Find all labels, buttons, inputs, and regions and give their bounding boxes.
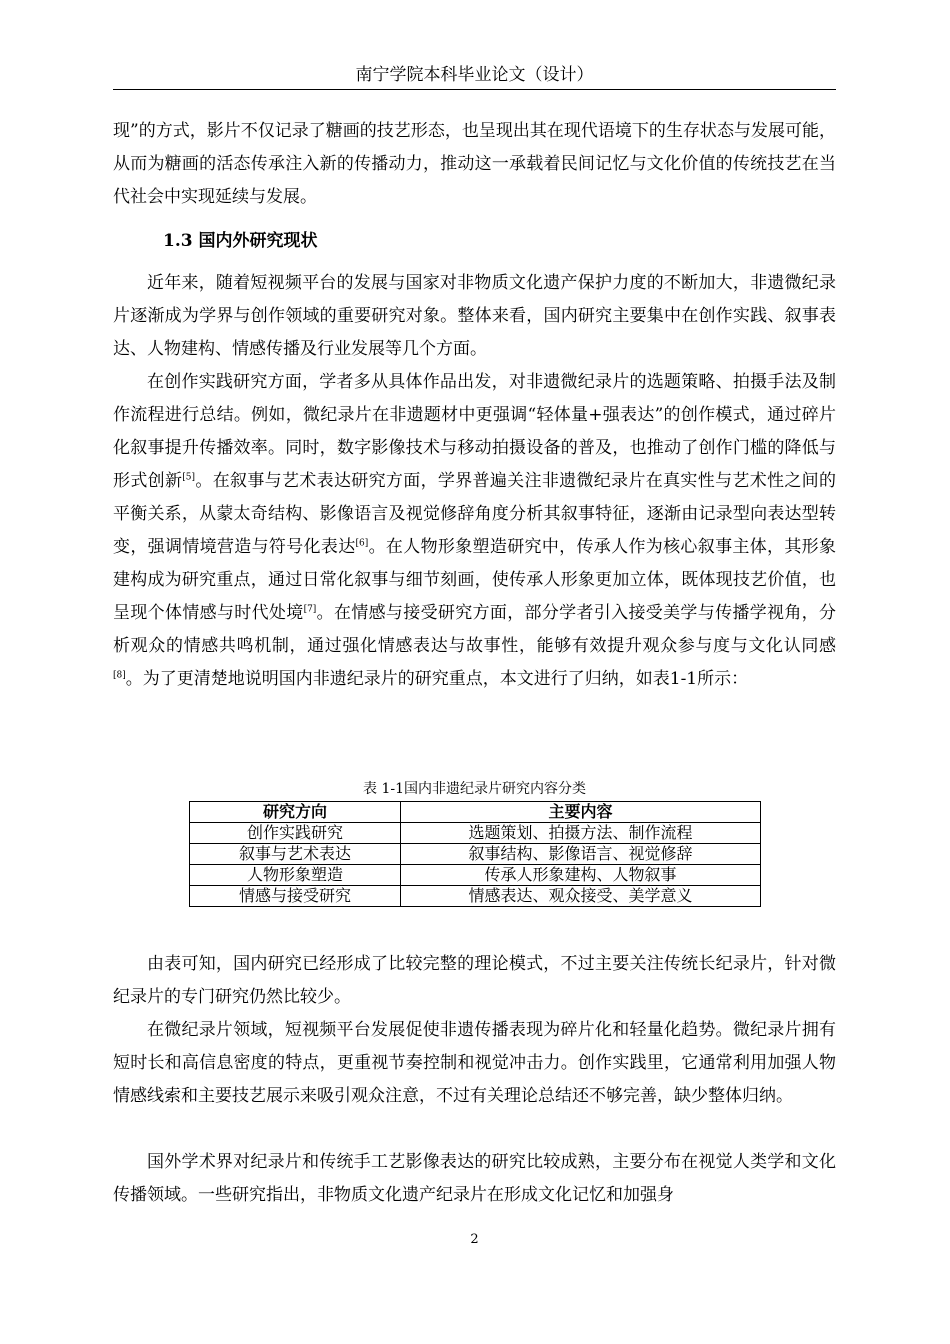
table-cell: 叙事与艺术表达 <box>190 844 401 865</box>
paragraph-5: 在微纪录片领域，短视频平台发展促使非遗传播表现为碎片化和轻量化趋势。微纪录片拥有短时长和高信息密度的特点，更重视节奏控制和视觉冲击力。创作实践里，它通常利用加强人物情感线索和主要技艺展示来吸引观众注意，不过有关理论总结还不够完善，缺少整体归纳。 <box>113 1020 836 1106</box>
table-header-row <box>190 802 761 823</box>
table-row <box>190 886 761 907</box>
table-cell: 情感与接受研究 <box>190 886 401 907</box>
paragraph-3 <box>113 366 836 696</box>
citation-8: [8] <box>113 670 126 681</box>
table-cell: 情感表达、观众接受、美学意义 <box>401 886 761 907</box>
paragraph-3-text-b: 。在叙事与艺术表达研究方面，学界普遍关注非遗微纪录片在真实性与艺术性之间的平衡关系，从蒙太奇结构、影像语言及视觉修辞角度分析其叙事特征，逐渐由记录型向表达型转变，强调情境营造与符号化表达 <box>113 471 837 557</box>
paragraph-3-text-a: 在创作实践研究方面，学者多从具体作品出发，对非遗微纪录片的选题策略、拍摄手法及制作流程进行总结。例如，微纪录片在非遗题材中更强调“轻体量+强表达”的创作模式，通过碎片化叙事提升传播效率。同时，数字影像技术与移动拍摄设备的普及，也推动了创作门槛的降低与形式创新 <box>113 372 836 491</box>
table-row <box>190 865 761 886</box>
paragraph-3-text-e: 。为了更清楚地说明国内非遗纪录片的研究重点，本文进行了归纳，如表1-1所示： <box>125 669 749 689</box>
research-table <box>189 801 761 907</box>
table-cell: 人物形象塑造 <box>190 865 401 886</box>
citation-5: [5] <box>182 472 196 483</box>
table-row <box>190 823 761 844</box>
table-cell: 选题策划、拍摄方法、制作流程 <box>401 823 761 844</box>
page-number: 2 <box>470 1232 479 1247</box>
citation-6: [6] <box>355 538 369 549</box>
paragraph-3-text-d: 。在情感与接受研究方面，部分学者引入接受美学与传播学视角，分析观众的情感共鸣机制，通过强化情感表达与故事性，能够有效提升观众参与度与文化认同感 <box>113 603 837 656</box>
citation-7: [7] <box>303 604 317 615</box>
table-header-cell: 研究方向 <box>190 802 401 823</box>
paragraph-3-text-c: 。在人物形象塑造研究中，传承人作为核心叙事主体，其形象建构成为研究重点，通过日常化叙事与细节刻画，使传承人形象更加立体，既体现技艺价值，也呈现个体情感与时代处境 <box>113 537 837 623</box>
paragraph-1: 现”的方式，影片不仅记录了糖画的技艺形态，也呈现出其在现代语境下的生存状态与发展可能，从而为糖画的活态传承注入新的传播动力，推动这一承载着民间记忆与文化价值的传统技艺在当代社会中实现延续与发展。 <box>113 121 836 207</box>
paragraph-2: 近年来，随着短视频平台的发展与国家对非物质文化遗产保护力度的不断加大，非遗微纪录片逐渐成为学界与创作领域的重要研究对象。整体来看，国内研究主要集中在创作实践、叙事表达、人物建构、情感传播及行业发展等几个方面。 <box>113 273 836 359</box>
table-cell: 传承人形象建构、人物叙事 <box>401 865 761 886</box>
table-row <box>190 844 761 865</box>
table-cell: 创作实践研究 <box>190 823 401 844</box>
table-header-cell: 主要内容 <box>401 802 761 823</box>
paragraph-4: 由表可知，国内研究已经形成了比较完整的理论模式，不过主要关注传统长纪录片，针对微纪录片的专门研究仍然比较少。 <box>113 954 836 1007</box>
page-header <box>113 62 836 90</box>
table-caption: 表 1-1国内非遗纪录片研究内容分类 <box>363 781 586 797</box>
section-heading: 1.3 国内外研究现状 <box>163 231 318 251</box>
header-title: 南宁学院本科毕业论文（设计） <box>355 65 594 85</box>
table-cell: 叙事结构、影像语言、视觉修辞 <box>401 844 761 865</box>
paragraph-6: 国外学术界对纪录片和传统手工艺影像表达的研究比较成熟，主要分布在视觉人类学和文化传播领域。一些研究指出，非物质文化遗产纪录片在形成文化记忆和加强身 <box>113 1152 836 1205</box>
